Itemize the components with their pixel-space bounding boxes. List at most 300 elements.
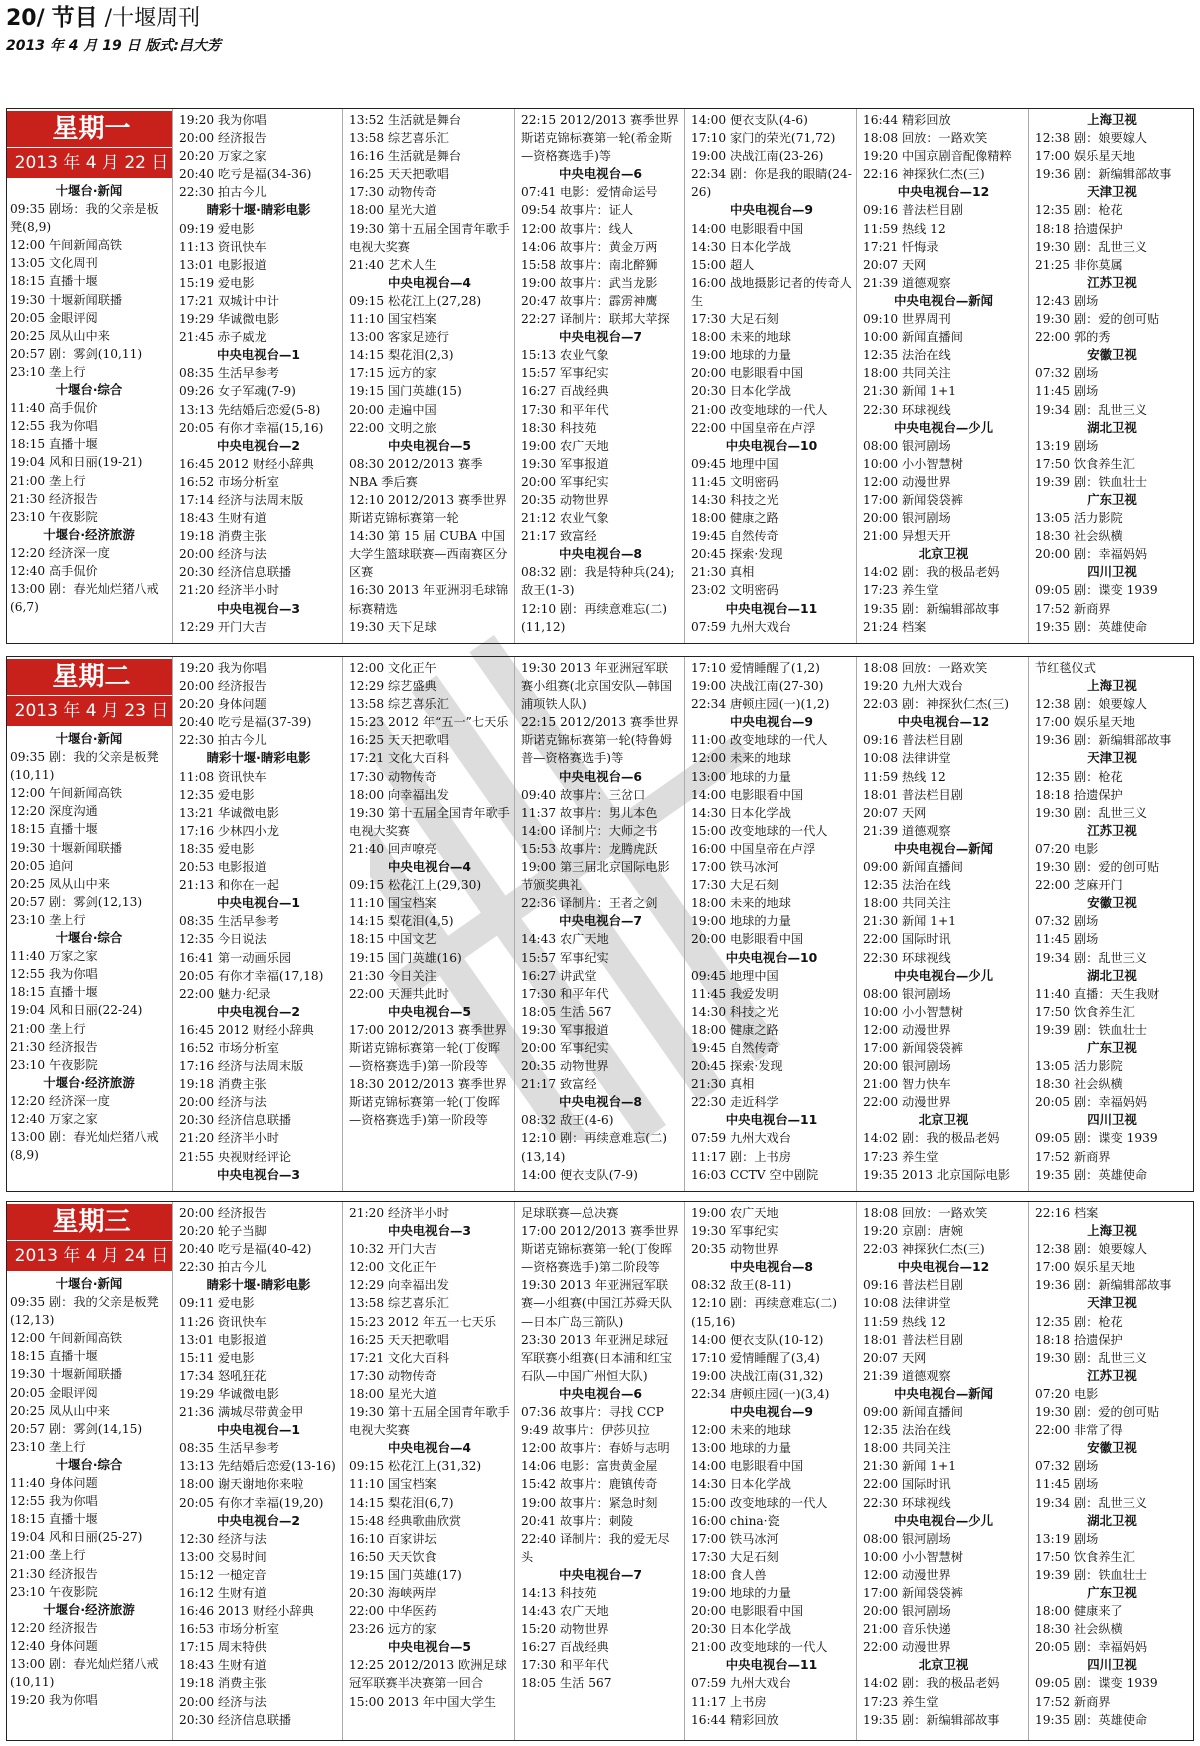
program-entry: 13:00 客家足迹行 <box>349 330 449 345</box>
program-entry: 15:00 超人 <box>691 257 755 272</box>
program-entry: 20:53 电影报道 <box>179 860 267 875</box>
program-entry: 18:00 健康来了 <box>1035 1604 1123 1619</box>
program-entry: 21:30 新闻 1+1 <box>863 384 956 399</box>
program-entry: 12:25 2012/2013 欧洲足球冠军联赛半决赛第一回合 <box>349 1658 507 1691</box>
program-entry: 12:30 经济与法 <box>179 1531 267 1546</box>
program-entry: 10:08 法律讲堂 <box>863 751 951 766</box>
program-entry: 19:39 剧：铁血壮士 <box>1035 1022 1148 1037</box>
program-entry: 17:00 2012/2013 赛季世界斯诺克锦标赛第一轮(丁俊晖—资格赛选手)第一阶段等 <box>349 1022 507 1074</box>
weekday-name: 星期一 <box>7 111 173 148</box>
program-entry: 19:36 剧：新编辑部故事 <box>1035 1278 1172 1293</box>
program-entry: 18:00 共同关注 <box>863 1441 951 1456</box>
channel-header: 中央电视台—6 <box>559 768 642 784</box>
program-entry: 18:15 直播十堰 <box>10 985 98 1000</box>
program-entry: 12:29 开门大吉 <box>179 619 267 634</box>
channel-header: 中央电视台—4 <box>388 274 471 290</box>
channel-header: 中央电视台—1 <box>217 1422 300 1438</box>
program-entry: 21:20 经济半小时 <box>179 1131 279 1146</box>
program-entry: 19:20 我为你唱 <box>179 661 267 675</box>
program-entry: 11:26 资讯快车 <box>179 1314 267 1329</box>
program-entry: 19:39 剧：铁血壮士 <box>1035 1567 1148 1582</box>
program-entry: 14:00 便衣支队(10-12) <box>691 1332 824 1347</box>
program-entry: 13:01 电影报道 <box>179 1332 267 1347</box>
program-entry: 13:00 交易时间 <box>179 1549 267 1564</box>
program-entry: 19:04 风和日丽(19-21) <box>10 455 143 470</box>
program-entry: 21:25 非你莫属 <box>1035 257 1123 272</box>
program-entry: 19:29 华诚微电影 <box>179 1386 279 1401</box>
program-entry: 18:15 中国文艺 <box>349 932 437 947</box>
program-entry: 19:36 剧：新编辑部故事 <box>1035 167 1172 182</box>
channel-header: 中央电视台—新闻 <box>893 292 994 308</box>
program-entry: 16:10 百家讲坛 <box>349 1531 437 1546</box>
program-entry: 19:04 风和日丽(22-24) <box>10 1003 143 1018</box>
program-entry: 19:30 第十五届全国青年歌手电视大奖赛 <box>349 1405 510 1438</box>
program-entry: 19:35 剧：新编辑部故事 <box>863 601 1000 616</box>
program-entry: 09:26 女子军魂(7-9) <box>179 384 296 399</box>
program-entry: 19:30 天下足球 <box>349 619 437 634</box>
schedule-column <box>343 657 515 1191</box>
program-entry: 10:32 开门大吉 <box>349 1242 437 1257</box>
schedule-column <box>857 1202 1029 1740</box>
program-entry: 11:40 直播：天生我财 <box>1035 986 1160 1001</box>
program-entry: 14:00 电影眼看中国 <box>691 787 804 802</box>
program-entry: 19:30 剧：乱世三义 <box>1035 239 1148 254</box>
program-entry: 07:36 故事片：寻找 CCP <box>521 1405 664 1420</box>
program-entry: 20:35 动物世界 <box>521 492 609 507</box>
program-entry: 19:35 剧：英雄使命 <box>1035 1712 1148 1727</box>
program-entry: 19:20 京剧：唐婉 <box>863 1224 963 1239</box>
channel-header: 中央电视台—8 <box>730 1259 813 1275</box>
channel-header: 安徽卫视 <box>1087 1440 1137 1456</box>
program-entry: 20:00 银河剧场 <box>863 1059 951 1074</box>
program-entry: 09:05 剧：谍变 1939 <box>1035 1131 1158 1146</box>
program-entry: 22:00 非常了得 <box>1035 1423 1123 1438</box>
program-entry: 22:00 国际时讯 <box>863 1477 951 1492</box>
program-entry: 14:43 农广天地 <box>521 1604 609 1619</box>
program-entry: 19:20 我为你唱 <box>179 113 267 127</box>
program-entry: 14:30 日本化学战 <box>691 805 791 820</box>
program-entry: 11:37 故事片：男儿本色 <box>521 805 658 820</box>
program-entry: 18:35 爱电影 <box>179 841 255 856</box>
program-entry: 13:13 先结婚后恋爱(5-8) <box>179 402 321 417</box>
program-entry: 18:08 回放：一路欢笑 <box>863 661 988 675</box>
program-entry: 13:52 生活就是舞台 <box>349 113 462 127</box>
channel-header: 广东卫视 <box>1087 1039 1137 1055</box>
program-entry: 20:00 剧：幸福妈妈 <box>1035 547 1148 562</box>
channel-header: 北京卫视 <box>918 1112 969 1128</box>
program-entry: 20:07 天网 <box>863 1350 927 1365</box>
channel-header: 十堰台·经济旅游 <box>43 526 135 542</box>
program-entry: 12:20 深度沟通 <box>10 804 98 819</box>
program-entry: 18:15 直播十堰 <box>10 437 98 452</box>
program-entry: 16:46 2013 财经小辞典 <box>179 1604 314 1619</box>
program-entry: 21:30 新闻 1+1 <box>863 1459 956 1474</box>
program-entry: 20:05 有你才幸福(19,20) <box>179 1495 324 1510</box>
program-entry: 21:30 新闻 1+1 <box>863 914 956 929</box>
program-entry: 16:03 CCTV 空中剧院 <box>691 1167 819 1182</box>
program-entry: 22:30 环球视线 <box>863 1495 951 1510</box>
channel-header: 中央电视台—8 <box>559 1094 642 1110</box>
program-entry: 18:00 星光大道 <box>349 1386 437 1401</box>
program-entry: 11:59 热线 12 <box>863 221 946 236</box>
program-entry: 19:00 决战江南(23-26) <box>691 149 824 164</box>
program-entry: 14:15 梨花泪(4,5) <box>349 914 454 929</box>
program-entry: 08:30 2012/2013 赛季 NBA 季后赛 <box>349 456 483 489</box>
channel-header: 中央电视台—5 <box>388 437 471 453</box>
program-entry: 18:18 拾遗保护 <box>1035 221 1123 236</box>
program-entry: 22:00 中华医药 <box>349 1604 437 1619</box>
program-entry: 20:57 剧：雾剑(14,15) <box>10 1421 143 1436</box>
program-entry: 16:25 天天把歌唱 <box>349 1332 449 1347</box>
program-entry: 10:00 新闻直播间 <box>863 330 963 345</box>
program-entry: 08:00 银河剧场 <box>863 438 951 453</box>
program-entry: 21:40 艺术人生 <box>349 257 437 272</box>
program-entry: 12:10 2012/2013 赛季世界斯诺克锦标赛第一轮 <box>349 492 507 526</box>
program-entry: 16:25 天天把歌唱 <box>349 167 449 182</box>
program-entry: 22:03 剧：神探狄仁杰(三) <box>863 697 1010 712</box>
program-entry: 19:39 剧：铁血壮士 <box>1035 474 1148 489</box>
program-entry: 17:50 饮食养生汇 <box>1035 456 1135 471</box>
channel-header: 湖北卫视 <box>1087 419 1137 435</box>
program-entry: 15:20 动物世界 <box>521 1622 609 1637</box>
program-entry: 12:35 法治在线 <box>863 1423 951 1438</box>
program-entry: 15:53 故事片：龙腾虎跃 <box>521 841 658 856</box>
program-entry: 19:15 国门英雄(17) <box>349 1567 462 1582</box>
program-entry: 17:34 怒吼狂花 <box>179 1368 267 1383</box>
program-entry: 14:02 剧：我的极品老妈 <box>863 565 1000 580</box>
program-entry: 19:15 国门英雄(16) <box>349 950 462 965</box>
program-entry: 20:00 军事纪实 <box>521 1040 609 1055</box>
program-entry: 20:25 凤从山中来 <box>10 876 110 891</box>
program-entry: 17:21 文化大百科 <box>349 751 449 766</box>
program-entry: 14:15 梨花泪(6,7) <box>349 1495 454 1510</box>
program-entry: 14:43 农广天地 <box>521 932 609 947</box>
weekday-date: 2013 年 4 月 23 日 <box>14 701 169 721</box>
program-entry: 21:00 异想天开 <box>863 529 951 544</box>
program-entry: 09:15 松花江上(27,28) <box>349 293 482 308</box>
channel-header: 中央电视台—7 <box>559 1566 642 1582</box>
program-entry: 12:38 剧：娘要嫁人 <box>1035 131 1148 146</box>
program-entry: 20:05 金眼评阅 <box>10 1385 98 1400</box>
program-entry: 23:10 午夜影院 <box>10 509 98 524</box>
channel-header: 中央电视台—少儿 <box>893 967 994 983</box>
program-entry: 11:45 剧场 <box>1035 932 1099 947</box>
program-entry: 19:00 地球的力量 <box>691 348 791 363</box>
program-entry: 21:39 道德观察 <box>863 1368 951 1383</box>
program-entry: 12:00 动漫世界 <box>863 1567 951 1582</box>
program-entry: 14:00 译制片：大师之书 <box>521 823 658 838</box>
program-entry: 19:30 剧：乱世三义 <box>1035 1350 1148 1365</box>
program-entry: 12:00 故事片：线人 <box>521 221 634 236</box>
program-entry: 18:18 拾遗保护 <box>1035 1332 1123 1347</box>
program-entry: 14:30 日本化学战 <box>691 1477 791 1492</box>
program-entry: 22:00 芝麻开门 <box>1035 878 1123 893</box>
day-label <box>7 659 173 726</box>
program-entry: 17:52 新商界 <box>1035 1149 1111 1164</box>
weekday-date: 2013 年 4 月 22 日 <box>14 153 169 173</box>
program-entry: 20:57 剧：雾剑(12,13) <box>10 894 143 909</box>
channel-header: 中央电视台—4 <box>388 1440 471 1456</box>
program-entry: 13:58 综艺喜乐汇 <box>349 1296 449 1311</box>
program-entry: 20:00 银河剧场 <box>863 511 951 526</box>
program-entry: 12:35 今日说法 <box>179 932 267 947</box>
program-entry: 11:45 文明密码 <box>691 474 779 489</box>
program-entry: 11:13 资讯快车 <box>179 239 267 254</box>
program-entry: 22:30 拍古今儿 <box>179 185 267 200</box>
program-entry: 11:08 资讯快车 <box>179 769 267 784</box>
program-entry: 20:05 有你才幸福(15,16) <box>179 420 324 435</box>
program-entry: 足球联赛—总决赛 <box>521 1206 619 1220</box>
program-entry: 23:26 远方的家 <box>349 1622 437 1637</box>
program-entry: 20:00 经济与法 <box>179 1095 267 1110</box>
program-entry: 14:02 剧：我的极品老妈 <box>863 1131 1000 1146</box>
program-entry: 12:20 经济深一度 <box>10 545 110 560</box>
program-entry: 19:30 军事报道 <box>521 456 609 471</box>
program-entry: 09:35 剧：我的父亲是板凳(12,13) <box>10 1295 159 1328</box>
program-entry: 11:45 剧场 <box>1035 384 1099 399</box>
program-entry: 12:35 剧：枪花 <box>1035 1314 1123 1329</box>
program-entry: 17:30 动物传奇 <box>349 185 437 200</box>
program-entry: 22:36 译制片：王者之剑 <box>521 896 658 911</box>
program-entry: 18:00 共同关注 <box>863 896 951 911</box>
program-entry: 16:53 市场分析室 <box>179 1622 279 1637</box>
channel-header: 广东卫视 <box>1087 1584 1137 1600</box>
program-entry: 15:57 军事纪实 <box>521 950 609 965</box>
program-entry: 08:00 银河剧场 <box>863 986 951 1001</box>
program-entry: 17:14 经济与法周末版 <box>179 492 304 507</box>
program-entry: 19:35 剧：英雄使命 <box>1035 1167 1148 1182</box>
program-entry: 18:00 未来的地球 <box>691 330 791 345</box>
schedule-column <box>1029 109 1193 643</box>
channel-header: 天津卫视 <box>1087 184 1137 200</box>
program-entry: 14:30 科技之光 <box>691 1004 779 1019</box>
program-entry: 17:10 爱情睡醒了(1,2) <box>691 661 820 675</box>
program-entry: 19:36 剧：新编辑部故事 <box>1035 733 1172 748</box>
program-entry: 19:00 农广天地 <box>521 438 609 453</box>
program-entry: 20:30 海峡两岸 <box>349 1585 437 1600</box>
program-entry: 12:29 向幸福出发 <box>349 1278 449 1293</box>
program-entry: 08:32 敌王(4-6) <box>521 1113 614 1128</box>
program-entry: 12:00 午间新闻高铁 <box>10 786 123 801</box>
channel-header: 中央电视台—10 <box>725 437 818 453</box>
channel-header: 天津卫视 <box>1087 1295 1137 1311</box>
program-entry: 17:16 少林四小龙 <box>179 823 279 838</box>
schedule-column <box>685 109 857 643</box>
channel-header: 安徽卫视 <box>1087 895 1137 911</box>
program-entry: 12:00 午间新闻高铁 <box>10 238 123 253</box>
program-entry: 09:00 新闻直播间 <box>863 860 963 875</box>
program-entry: 20:20 身体问题 <box>179 697 267 712</box>
schedule-column <box>515 1202 685 1740</box>
program-entry: 17:00 娱乐星天地 <box>1035 715 1135 730</box>
program-entry: 20:47 故事片：霹雳神鹰 <box>521 293 658 308</box>
channel-header: 中央电视台—4 <box>388 859 471 875</box>
program-entry: 14:00 便衣支队(7-9) <box>521 1167 638 1182</box>
program-entry: 20:25 凤从山中来 <box>10 328 110 343</box>
program-entry: 11:17 上书房 <box>691 1694 767 1709</box>
schedule-column <box>7 1202 173 1740</box>
program-entry: 节红毯仪式 <box>1035 661 1096 675</box>
program-entry: 23:10 垄上行 <box>10 364 86 379</box>
program-entry: 09:35 剧：我的父亲是板凳(10,11) <box>10 750 159 783</box>
program-entry: 19:00 第三届北京国际电影节颁奖典礼 <box>521 860 670 893</box>
program-entry: 20:35 动物世界 <box>691 1242 779 1257</box>
channel-header: 上海卫视 <box>1087 1223 1137 1239</box>
program-entry: 09:05 剧：谍变 1939 <box>1035 583 1158 598</box>
program-entry: 09:35 剧场：我的父亲是板凳(8,9) <box>10 202 159 235</box>
program-entry: 19:29 华诚微电影 <box>179 312 279 327</box>
program-entry: 19:30 军事纪实 <box>691 1224 779 1239</box>
program-entry: 17:00 娱乐星天地 <box>1035 149 1135 164</box>
day-label <box>7 111 173 178</box>
program-entry: 17:30 大足石刻 <box>691 1549 779 1564</box>
program-entry: 13:00 剧：春光灿烂猪八戒(6,7) <box>10 582 159 615</box>
program-entry: 19:20 九州大戏台 <box>863 679 963 694</box>
schedule-column <box>685 657 857 1191</box>
program-entry: 16:41 第一动画乐园 <box>179 950 292 965</box>
program-entry: 18:00 食人兽 <box>691 1567 767 1582</box>
program-entry: 09:54 故事片：证人 <box>521 203 634 218</box>
program-entry: 19:18 消费主张 <box>179 1077 267 1092</box>
schedule-column <box>1029 657 1193 1191</box>
program-entry: 12:55 我为你唱 <box>10 967 98 982</box>
program-entry: 21:30 经济报告 <box>10 491 98 506</box>
program-entry: 11:40 高手侃价 <box>10 401 98 416</box>
program-entry: 09:45 地理中国 <box>691 456 779 471</box>
program-entry: 16:30 2013 年亚洲羽毛球锦标赛精选 <box>349 583 509 616</box>
program-entry: 19:30 2013 年亚洲冠军联赛—小组赛(中国江苏舜天队—日本广岛三箭队) <box>521 1278 673 1329</box>
channel-header: 中央电视台—1 <box>217 347 300 363</box>
program-entry: 07:59 九州大戏台 <box>691 1131 791 1146</box>
program-entry: 07:59 九州大戏台 <box>691 619 791 634</box>
program-entry: 14:00 电影眼看中国 <box>691 1459 804 1474</box>
channel-header: 广东卫视 <box>1087 491 1137 507</box>
program-entry: 13:05 活力影院 <box>1035 511 1123 526</box>
program-entry: 19:30 十堰新闻联播 <box>10 840 123 855</box>
program-entry: 07:32 剧场 <box>1035 914 1099 929</box>
program-entry: 21:12 农业气象 <box>521 511 609 526</box>
program-entry: 15:23 2012 年“五一”七天乐 <box>349 715 509 730</box>
program-entry: 20:05 有你才幸福(17,18) <box>179 968 324 983</box>
program-entry: 09:16 普法栏目剧 <box>863 203 963 218</box>
channel-header: 天津卫视 <box>1087 750 1137 766</box>
program-entry: 11:10 国宝档案 <box>349 896 437 911</box>
program-entry: 13:58 综艺喜乐汇 <box>349 697 449 712</box>
program-entry: 07:59 九州大戏台 <box>691 1676 791 1691</box>
program-entry: 22:27 译制片：联邦大苹探 <box>521 312 670 327</box>
program-entry: 17:15 周末特供 <box>179 1640 267 1655</box>
program-entry: 12:35 法治在线 <box>863 878 951 893</box>
program-entry: 19:30 第十五届全国青年歌手电视大奖赛 <box>349 221 510 254</box>
program-entry: 22:30 环球视线 <box>863 950 951 965</box>
program-entry: 15:11 爱电影 <box>179 1350 255 1365</box>
program-entry: 08:00 银河剧场 <box>863 1531 951 1546</box>
program-entry: 12:43 剧场 <box>1035 293 1099 308</box>
program-entry: 13:00 剧：春光灿烂猪八戒(8,9) <box>10 1130 159 1163</box>
weekday-date: 2013 年 4 月 24 日 <box>14 1246 169 1266</box>
program-entry: 16:52 市场分析室 <box>179 1040 279 1055</box>
program-entry: 20:57 剧：雾剑(10,11) <box>10 346 143 361</box>
program-entry: 20:00 经济报告 <box>179 131 267 146</box>
channel-header: 上海卫视 <box>1087 678 1137 694</box>
channel-header: 中央电视台—7 <box>559 913 642 929</box>
program-entry: 17:52 新商界 <box>1035 601 1111 616</box>
channel-header: 江苏卫视 <box>1087 1367 1137 1383</box>
channel-header: 中央电视台—7 <box>559 329 642 345</box>
program-entry: 17:00 娱乐星天地 <box>1035 1260 1135 1275</box>
program-entry: 17:30 动物传奇 <box>349 769 437 784</box>
program-entry: 18:00 健康之路 <box>691 1022 779 1037</box>
program-entry: 09:40 故事片：三岔口 <box>521 787 646 802</box>
program-entry: 19:30 第十五届全国青年歌手电视大奖赛 <box>349 805 510 838</box>
program-entry: 17:00 铁马冰河 <box>691 860 779 875</box>
program-entry: 16:00 中国皇帝在卢浮 <box>691 841 816 856</box>
program-entry: 13:13 先结婚后恋爱(13-16) <box>179 1459 336 1474</box>
program-entry: 15:19 爱电影 <box>179 275 255 290</box>
program-entry: 22:00 文明之旅 <box>349 420 437 435</box>
program-entry: 12:00 文化正午 <box>349 661 437 675</box>
schedule-column <box>857 657 1029 1191</box>
program-entry: 09:19 爱电影 <box>179 221 255 236</box>
program-entry: 22:03 神探狄仁杰(三) <box>863 1242 985 1257</box>
channel-header: 十堰台·经济旅游 <box>43 1074 135 1090</box>
program-entry: 19:35 剧：新编辑部故事 <box>863 1712 1000 1727</box>
program-entry: 22:40 译制片：我的爱无尽头 <box>521 1531 670 1564</box>
program-entry: 19:00 故事片：紧急时刻 <box>521 1495 658 1510</box>
program-entry: 19:18 消费主张 <box>179 529 267 544</box>
channel-header: 中央电视台—少儿 <box>893 1512 994 1528</box>
program-entry: 18:08 回放：一路欢笑 <box>863 131 988 146</box>
program-entry: 21:55 央视财经评论 <box>179 1149 292 1164</box>
channel-header: 中央电视台—6 <box>559 166 642 182</box>
program-entry: 13:05 文化周刊 <box>10 256 98 271</box>
program-entry: 19:20 我为你唱 <box>10 1693 98 1708</box>
program-entry: 21:00 改变地球的一代人 <box>691 1640 828 1655</box>
program-entry: 18:08 回放：一路欢笑 <box>863 1206 988 1220</box>
channel-header: 中央电视台—12 <box>897 1259 990 1275</box>
channel-header: 十堰台·新闻 <box>55 1276 123 1291</box>
program-entry: 08:35 生活早参考 <box>179 366 279 381</box>
program-entry: 17:23 养生堂 <box>863 1694 939 1709</box>
channel-header: 北京卫视 <box>918 1657 969 1673</box>
program-entry: 18:01 普法栏目剧 <box>863 787 963 802</box>
program-entry: 21:45 赤子威龙 <box>179 330 267 345</box>
program-entry: 18:18 拾遗保护 <box>1035 787 1123 802</box>
program-entry: 17:52 新商界 <box>1035 1694 1111 1709</box>
program-entry: 21:17 致富经 <box>521 1077 597 1092</box>
program-entry: 18:00 共同关注 <box>863 366 951 381</box>
program-entry: 23:02 文明密码 <box>691 583 779 598</box>
channel-header: 江苏卫视 <box>1087 822 1137 838</box>
program-entry: 11:00 改变地球的一代人 <box>691 733 828 748</box>
program-entry: 14:02 剧：我的极品老妈 <box>863 1676 1000 1691</box>
program-entry: 17:23 养生堂 <box>863 583 939 598</box>
program-entry: 20:05 剧：幸福妈妈 <box>1035 1640 1148 1655</box>
program-entry: 17:00 新闻袋袋裤 <box>863 492 963 507</box>
program-entry: 20:30 经济信息联播 <box>179 565 292 580</box>
program-entry: 19:30 剧：爱的创可贴 <box>1035 312 1160 327</box>
program-entry: 12:00 未来的地球 <box>691 751 791 766</box>
program-entry: 12:35 爱电影 <box>179 787 255 802</box>
program-entry: 13:21 华诚微电影 <box>179 805 279 820</box>
program-entry: 15:48 经典歌曲欣赏 <box>349 1513 462 1528</box>
program-entry: 22:00 国际时讯 <box>863 932 951 947</box>
channel-header: 上海卫视 <box>1087 112 1137 127</box>
program-entry: 20:05 追问 <box>10 858 74 873</box>
channel-header: 中央电视台—5 <box>388 1639 471 1655</box>
channel-header: 中央电视台—6 <box>559 1385 642 1401</box>
program-entry: 12:38 剧：娘要嫁人 <box>1035 697 1148 712</box>
